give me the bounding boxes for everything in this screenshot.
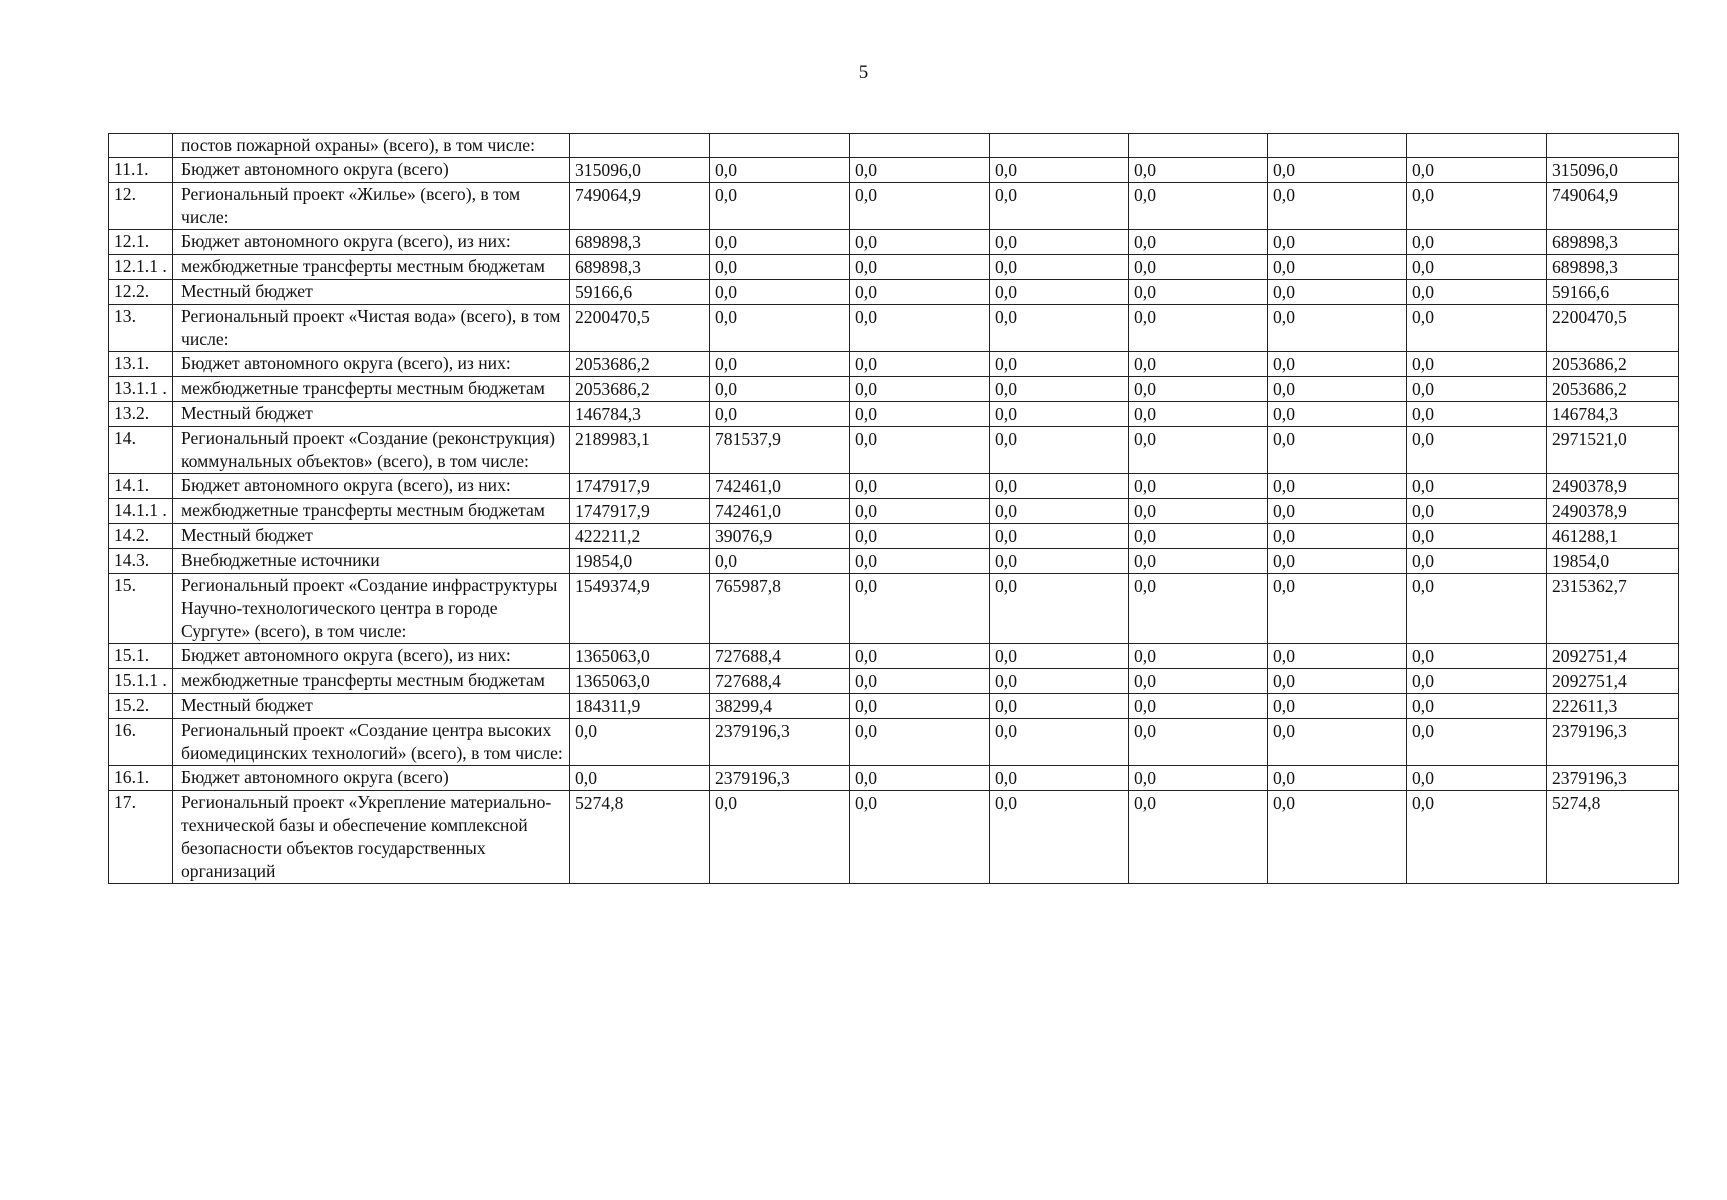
row-name-cell: Бюджет автономного округа (всего): [173, 766, 570, 791]
value-cell: 0,0: [1129, 158, 1268, 183]
value-cell: 0,0: [1129, 427, 1268, 474]
value-cell: 0,0: [1407, 549, 1547, 574]
value-cell: 315096,0: [570, 158, 710, 183]
value-cell: 0,0: [1268, 427, 1407, 474]
value-cell: 19854,0: [1547, 549, 1679, 574]
value-cell: 727688,4: [710, 644, 850, 669]
table-row: [109, 499, 1679, 524]
value-cell: 0,0: [1407, 352, 1547, 377]
table-row: [109, 474, 1679, 499]
value-cell: 0,0: [1129, 280, 1268, 305]
value-cell: 0,0: [1268, 280, 1407, 305]
value-cell: 0,0: [850, 474, 990, 499]
value-cell: 0,0: [850, 280, 990, 305]
row-name-cell: Местный бюджет: [173, 524, 570, 549]
value-cell: 0,0: [1129, 305, 1268, 352]
value-cell: 0,0: [850, 574, 990, 644]
table-row: [109, 352, 1679, 377]
value-cell: 0,0: [1407, 669, 1547, 694]
value-cell: 0,0: [1268, 791, 1407, 884]
value-cell: 2092751,4: [1547, 644, 1679, 669]
budget-table: [108, 133, 1679, 884]
row-name-cell: Бюджет автономного округа (всего): [173, 158, 570, 183]
value-cell: 0,0: [850, 427, 990, 474]
value-cell: 0,0: [990, 402, 1129, 427]
row-name-cell: Бюджет автономного округа (всего), из них:: [173, 644, 570, 669]
row-name-cell: Местный бюджет: [173, 402, 570, 427]
value-cell: 461288,1: [1547, 524, 1679, 549]
row-number-cell: 13.1.1 .: [109, 377, 173, 402]
value-cell: 0,0: [1129, 719, 1268, 766]
value-cell: 0,0: [1407, 427, 1547, 474]
value-cell: 742461,0: [710, 499, 850, 524]
value-cell: 0,0: [850, 352, 990, 377]
value-cell: 0,0: [1268, 644, 1407, 669]
value-cell: 0,0: [990, 574, 1129, 644]
value-cell: 1747917,9: [570, 499, 710, 524]
value-cell: 0,0: [850, 255, 990, 280]
value-cell: 0,0: [850, 644, 990, 669]
table-row: [109, 791, 1679, 884]
row-name-cell: Внебюджетные источники: [173, 549, 570, 574]
value-cell: 2379196,3: [1547, 719, 1679, 766]
value-cell: 1365063,0: [570, 669, 710, 694]
value-cell: 0,0: [710, 230, 850, 255]
value-cell: 0,0: [990, 280, 1129, 305]
value-cell: 2379196,3: [710, 766, 850, 791]
value-cell: 0,0: [1129, 791, 1268, 884]
value-cell: 2200470,5: [570, 305, 710, 352]
row-name-cell: постов пожарной охраны» (всего), в том числе:: [173, 134, 570, 158]
value-cell: [570, 134, 710, 158]
value-cell: 0,0: [1268, 158, 1407, 183]
value-cell: 0,0: [990, 352, 1129, 377]
table-row: [109, 230, 1679, 255]
value-cell: 2490378,9: [1547, 499, 1679, 524]
value-cell: 0,0: [1268, 230, 1407, 255]
value-cell: 0,0: [1407, 719, 1547, 766]
value-cell: 2053686,2: [1547, 352, 1679, 377]
value-cell: 146784,3: [570, 402, 710, 427]
value-cell: 0,0: [850, 791, 990, 884]
value-cell: 1747917,9: [570, 474, 710, 499]
value-cell: 5274,8: [1547, 791, 1679, 884]
row-name-cell: Бюджет автономного округа (всего), из них:: [173, 474, 570, 499]
value-cell: 749064,9: [570, 183, 710, 230]
value-cell: 0,0: [1268, 499, 1407, 524]
value-cell: 1365063,0: [570, 644, 710, 669]
value-cell: 689898,3: [1547, 230, 1679, 255]
value-cell: 781537,9: [710, 427, 850, 474]
value-cell: [990, 134, 1129, 158]
table-row: [109, 183, 1679, 230]
value-cell: 1549374,9: [570, 574, 710, 644]
value-cell: 0,0: [1407, 574, 1547, 644]
value-cell: 0,0: [1268, 183, 1407, 230]
value-cell: 2379196,3: [1547, 766, 1679, 791]
value-cell: 0,0: [710, 305, 850, 352]
value-cell: 0,0: [990, 474, 1129, 499]
value-cell: 0,0: [990, 499, 1129, 524]
row-number-cell: 11.1.: [109, 158, 173, 183]
value-cell: 0,0: [1268, 474, 1407, 499]
value-cell: 742461,0: [710, 474, 850, 499]
value-cell: 0,0: [990, 669, 1129, 694]
value-cell: 0,0: [850, 669, 990, 694]
value-cell: 0,0: [710, 549, 850, 574]
row-number-cell: 13.: [109, 305, 173, 352]
table-row: [109, 766, 1679, 791]
value-cell: 0,0: [1129, 255, 1268, 280]
table-row: [109, 305, 1679, 352]
value-cell: 0,0: [850, 766, 990, 791]
table-row: [109, 694, 1679, 719]
value-cell: 19854,0: [570, 549, 710, 574]
row-number-cell: 14.1.1 .: [109, 499, 173, 524]
value-cell: 0,0: [1268, 574, 1407, 644]
value-cell: 0,0: [990, 183, 1129, 230]
value-cell: 0,0: [710, 791, 850, 884]
value-cell: 0,0: [990, 791, 1129, 884]
value-cell: 0,0: [990, 524, 1129, 549]
value-cell: 0,0: [850, 402, 990, 427]
value-cell: 0,0: [1268, 766, 1407, 791]
value-cell: 0,0: [570, 719, 710, 766]
value-cell: 0,0: [710, 377, 850, 402]
table-row: [109, 524, 1679, 549]
value-cell: 749064,9: [1547, 183, 1679, 230]
value-cell: 2490378,9: [1547, 474, 1679, 499]
value-cell: 0,0: [1407, 402, 1547, 427]
row-number-cell: 15.1.1 .: [109, 669, 173, 694]
table-row: [109, 719, 1679, 766]
table-row: [109, 574, 1679, 644]
value-cell: 0,0: [1407, 280, 1547, 305]
value-cell: 0,0: [1407, 644, 1547, 669]
value-cell: 0,0: [1268, 377, 1407, 402]
table-row: [109, 134, 1679, 158]
row-number-cell: 12.1.: [109, 230, 173, 255]
value-cell: 0,0: [1268, 694, 1407, 719]
row-name-cell: Местный бюджет: [173, 280, 570, 305]
value-cell: 39076,9: [710, 524, 850, 549]
value-cell: 0,0: [850, 499, 990, 524]
row-name-cell: Региональный проект «Укрепление материально-технической базы и обеспечение комплексной безопасности объектов государственных организаций: [173, 791, 570, 884]
value-cell: 0,0: [850, 305, 990, 352]
row-name-cell: межбюджетные трансферты местным бюджетам: [173, 255, 570, 280]
row-number-cell: 13.1.: [109, 352, 173, 377]
row-name-cell: Бюджет автономного округа (всего), из них:: [173, 230, 570, 255]
value-cell: 0,0: [1129, 352, 1268, 377]
table-row: [109, 427, 1679, 474]
value-cell: 0,0: [990, 694, 1129, 719]
value-cell: 0,0: [1129, 402, 1268, 427]
row-number-cell: 14.3.: [109, 549, 173, 574]
row-name-cell: Местный бюджет: [173, 694, 570, 719]
row-number-cell: 12.: [109, 183, 173, 230]
value-cell: 0,0: [1268, 719, 1407, 766]
value-cell: 0,0: [1407, 791, 1547, 884]
row-name-cell: Региональный проект «Чистая вода» (всего), в том числе:: [173, 305, 570, 352]
value-cell: 0,0: [1407, 158, 1547, 183]
value-cell: 0,0: [990, 377, 1129, 402]
table-row: [109, 280, 1679, 305]
value-cell: 0,0: [1129, 574, 1268, 644]
value-cell: 0,0: [710, 352, 850, 377]
value-cell: 0,0: [710, 402, 850, 427]
row-number-cell: 14.2.: [109, 524, 173, 549]
page-number: 5: [858, 62, 869, 83]
value-cell: 2971521,0: [1547, 427, 1679, 474]
value-cell: 0,0: [1268, 255, 1407, 280]
value-cell: 0,0: [1129, 766, 1268, 791]
value-cell: 689898,3: [570, 255, 710, 280]
value-cell: 0,0: [1407, 766, 1547, 791]
value-cell: 0,0: [850, 524, 990, 549]
value-cell: 0,0: [1129, 669, 1268, 694]
value-cell: 0,0: [1407, 524, 1547, 549]
value-cell: 0,0: [1268, 352, 1407, 377]
row-number-cell: 15.: [109, 574, 173, 644]
value-cell: 0,0: [710, 158, 850, 183]
value-cell: 0,0: [1268, 669, 1407, 694]
value-cell: 2200470,5: [1547, 305, 1679, 352]
value-cell: 38299,4: [710, 694, 850, 719]
value-cell: 0,0: [1407, 694, 1547, 719]
value-cell: 0,0: [1129, 694, 1268, 719]
value-cell: [850, 134, 990, 158]
value-cell: 0,0: [1407, 183, 1547, 230]
value-cell: 146784,3: [1547, 402, 1679, 427]
value-cell: 0,0: [850, 158, 990, 183]
value-cell: [1129, 134, 1268, 158]
value-cell: 0,0: [990, 644, 1129, 669]
value-cell: 2315362,7: [1547, 574, 1679, 644]
row-number-cell: 14.: [109, 427, 173, 474]
row-name-cell: межбюджетные трансферты местным бюджетам: [173, 669, 570, 694]
table-row: [109, 549, 1679, 574]
value-cell: 2053686,2: [1547, 377, 1679, 402]
value-cell: 0,0: [1129, 524, 1268, 549]
value-cell: 184311,9: [570, 694, 710, 719]
value-cell: 315096,0: [1547, 158, 1679, 183]
value-cell: 0,0: [710, 280, 850, 305]
value-cell: 0,0: [1407, 377, 1547, 402]
value-cell: 0,0: [1407, 305, 1547, 352]
value-cell: 727688,4: [710, 669, 850, 694]
value-cell: 0,0: [1129, 644, 1268, 669]
value-cell: 0,0: [990, 305, 1129, 352]
value-cell: 0,0: [850, 377, 990, 402]
value-cell: 422211,2: [570, 524, 710, 549]
table-row: [109, 255, 1679, 280]
value-cell: 0,0: [710, 183, 850, 230]
value-cell: [1407, 134, 1547, 158]
table-row: [109, 377, 1679, 402]
row-number-cell: [109, 134, 173, 158]
value-cell: 0,0: [990, 549, 1129, 574]
value-cell: 765987,8: [710, 574, 850, 644]
value-cell: 0,0: [850, 694, 990, 719]
value-cell: 0,0: [990, 719, 1129, 766]
value-cell: 0,0: [1268, 402, 1407, 427]
value-cell: 689898,3: [570, 230, 710, 255]
value-cell: 0,0: [1129, 474, 1268, 499]
value-cell: 0,0: [1268, 305, 1407, 352]
table-row: [109, 402, 1679, 427]
value-cell: 5274,8: [570, 791, 710, 884]
row-number-cell: 14.1.: [109, 474, 173, 499]
value-cell: 0,0: [1407, 230, 1547, 255]
row-name-cell: Региональный проект «Создание инфраструктуры Научно-технологического центра в городе Сургуте» (всего), в том числе:: [173, 574, 570, 644]
value-cell: 0,0: [990, 427, 1129, 474]
value-cell: 0,0: [1129, 549, 1268, 574]
value-cell: 0,0: [1407, 499, 1547, 524]
row-name-cell: межбюджетные трансферты местным бюджетам: [173, 499, 570, 524]
row-name-cell: Региональный проект «Создание (реконструкция) коммунальных объектов» (всего), в том числе:: [173, 427, 570, 474]
table-row: [109, 644, 1679, 669]
value-cell: 222611,3: [1547, 694, 1679, 719]
value-cell: 59166,6: [570, 280, 710, 305]
value-cell: 2189983,1: [570, 427, 710, 474]
row-name-cell: Бюджет автономного округа (всего), из них:: [173, 352, 570, 377]
value-cell: 2092751,4: [1547, 669, 1679, 694]
table-row: [109, 158, 1679, 183]
value-cell: 0,0: [990, 255, 1129, 280]
row-number-cell: 12.2.: [109, 280, 173, 305]
row-number-cell: 13.2.: [109, 402, 173, 427]
row-name-cell: Региональный проект «Жилье» (всего), в том числе:: [173, 183, 570, 230]
row-name-cell: межбюджетные трансферты местным бюджетам: [173, 377, 570, 402]
value-cell: [1268, 134, 1407, 158]
row-number-cell: 15.1.: [109, 644, 173, 669]
value-cell: 0,0: [1268, 549, 1407, 574]
value-cell: 0,0: [990, 158, 1129, 183]
value-cell: [710, 134, 850, 158]
value-cell: 0,0: [850, 183, 990, 230]
value-cell: 0,0: [1268, 524, 1407, 549]
value-cell: 0,0: [990, 230, 1129, 255]
value-cell: 0,0: [1407, 474, 1547, 499]
value-cell: 0,0: [1407, 255, 1547, 280]
value-cell: 0,0: [570, 766, 710, 791]
value-cell: 0,0: [1129, 499, 1268, 524]
value-cell: 0,0: [990, 766, 1129, 791]
value-cell: 2053686,2: [570, 377, 710, 402]
value-cell: 59166,6: [1547, 280, 1679, 305]
value-cell: 2053686,2: [570, 352, 710, 377]
value-cell: 0,0: [1129, 230, 1268, 255]
row-name-cell: Региональный проект «Создание центра высоких биомедицинских технологий» (всего), в том числе:: [173, 719, 570, 766]
row-number-cell: 16.: [109, 719, 173, 766]
value-cell: [1547, 134, 1679, 158]
value-cell: 0,0: [710, 255, 850, 280]
row-number-cell: 12.1.1 .: [109, 255, 173, 280]
value-cell: 0,0: [850, 230, 990, 255]
row-number-cell: 17.: [109, 791, 173, 884]
value-cell: 0,0: [850, 549, 990, 574]
value-cell: 0,0: [850, 719, 990, 766]
row-number-cell: 16.1.: [109, 766, 173, 791]
value-cell: 689898,3: [1547, 255, 1679, 280]
table-row: [109, 669, 1679, 694]
value-cell: 0,0: [1129, 183, 1268, 230]
row-number-cell: 15.2.: [109, 694, 173, 719]
value-cell: 0,0: [1129, 377, 1268, 402]
value-cell: 2379196,3: [710, 719, 850, 766]
